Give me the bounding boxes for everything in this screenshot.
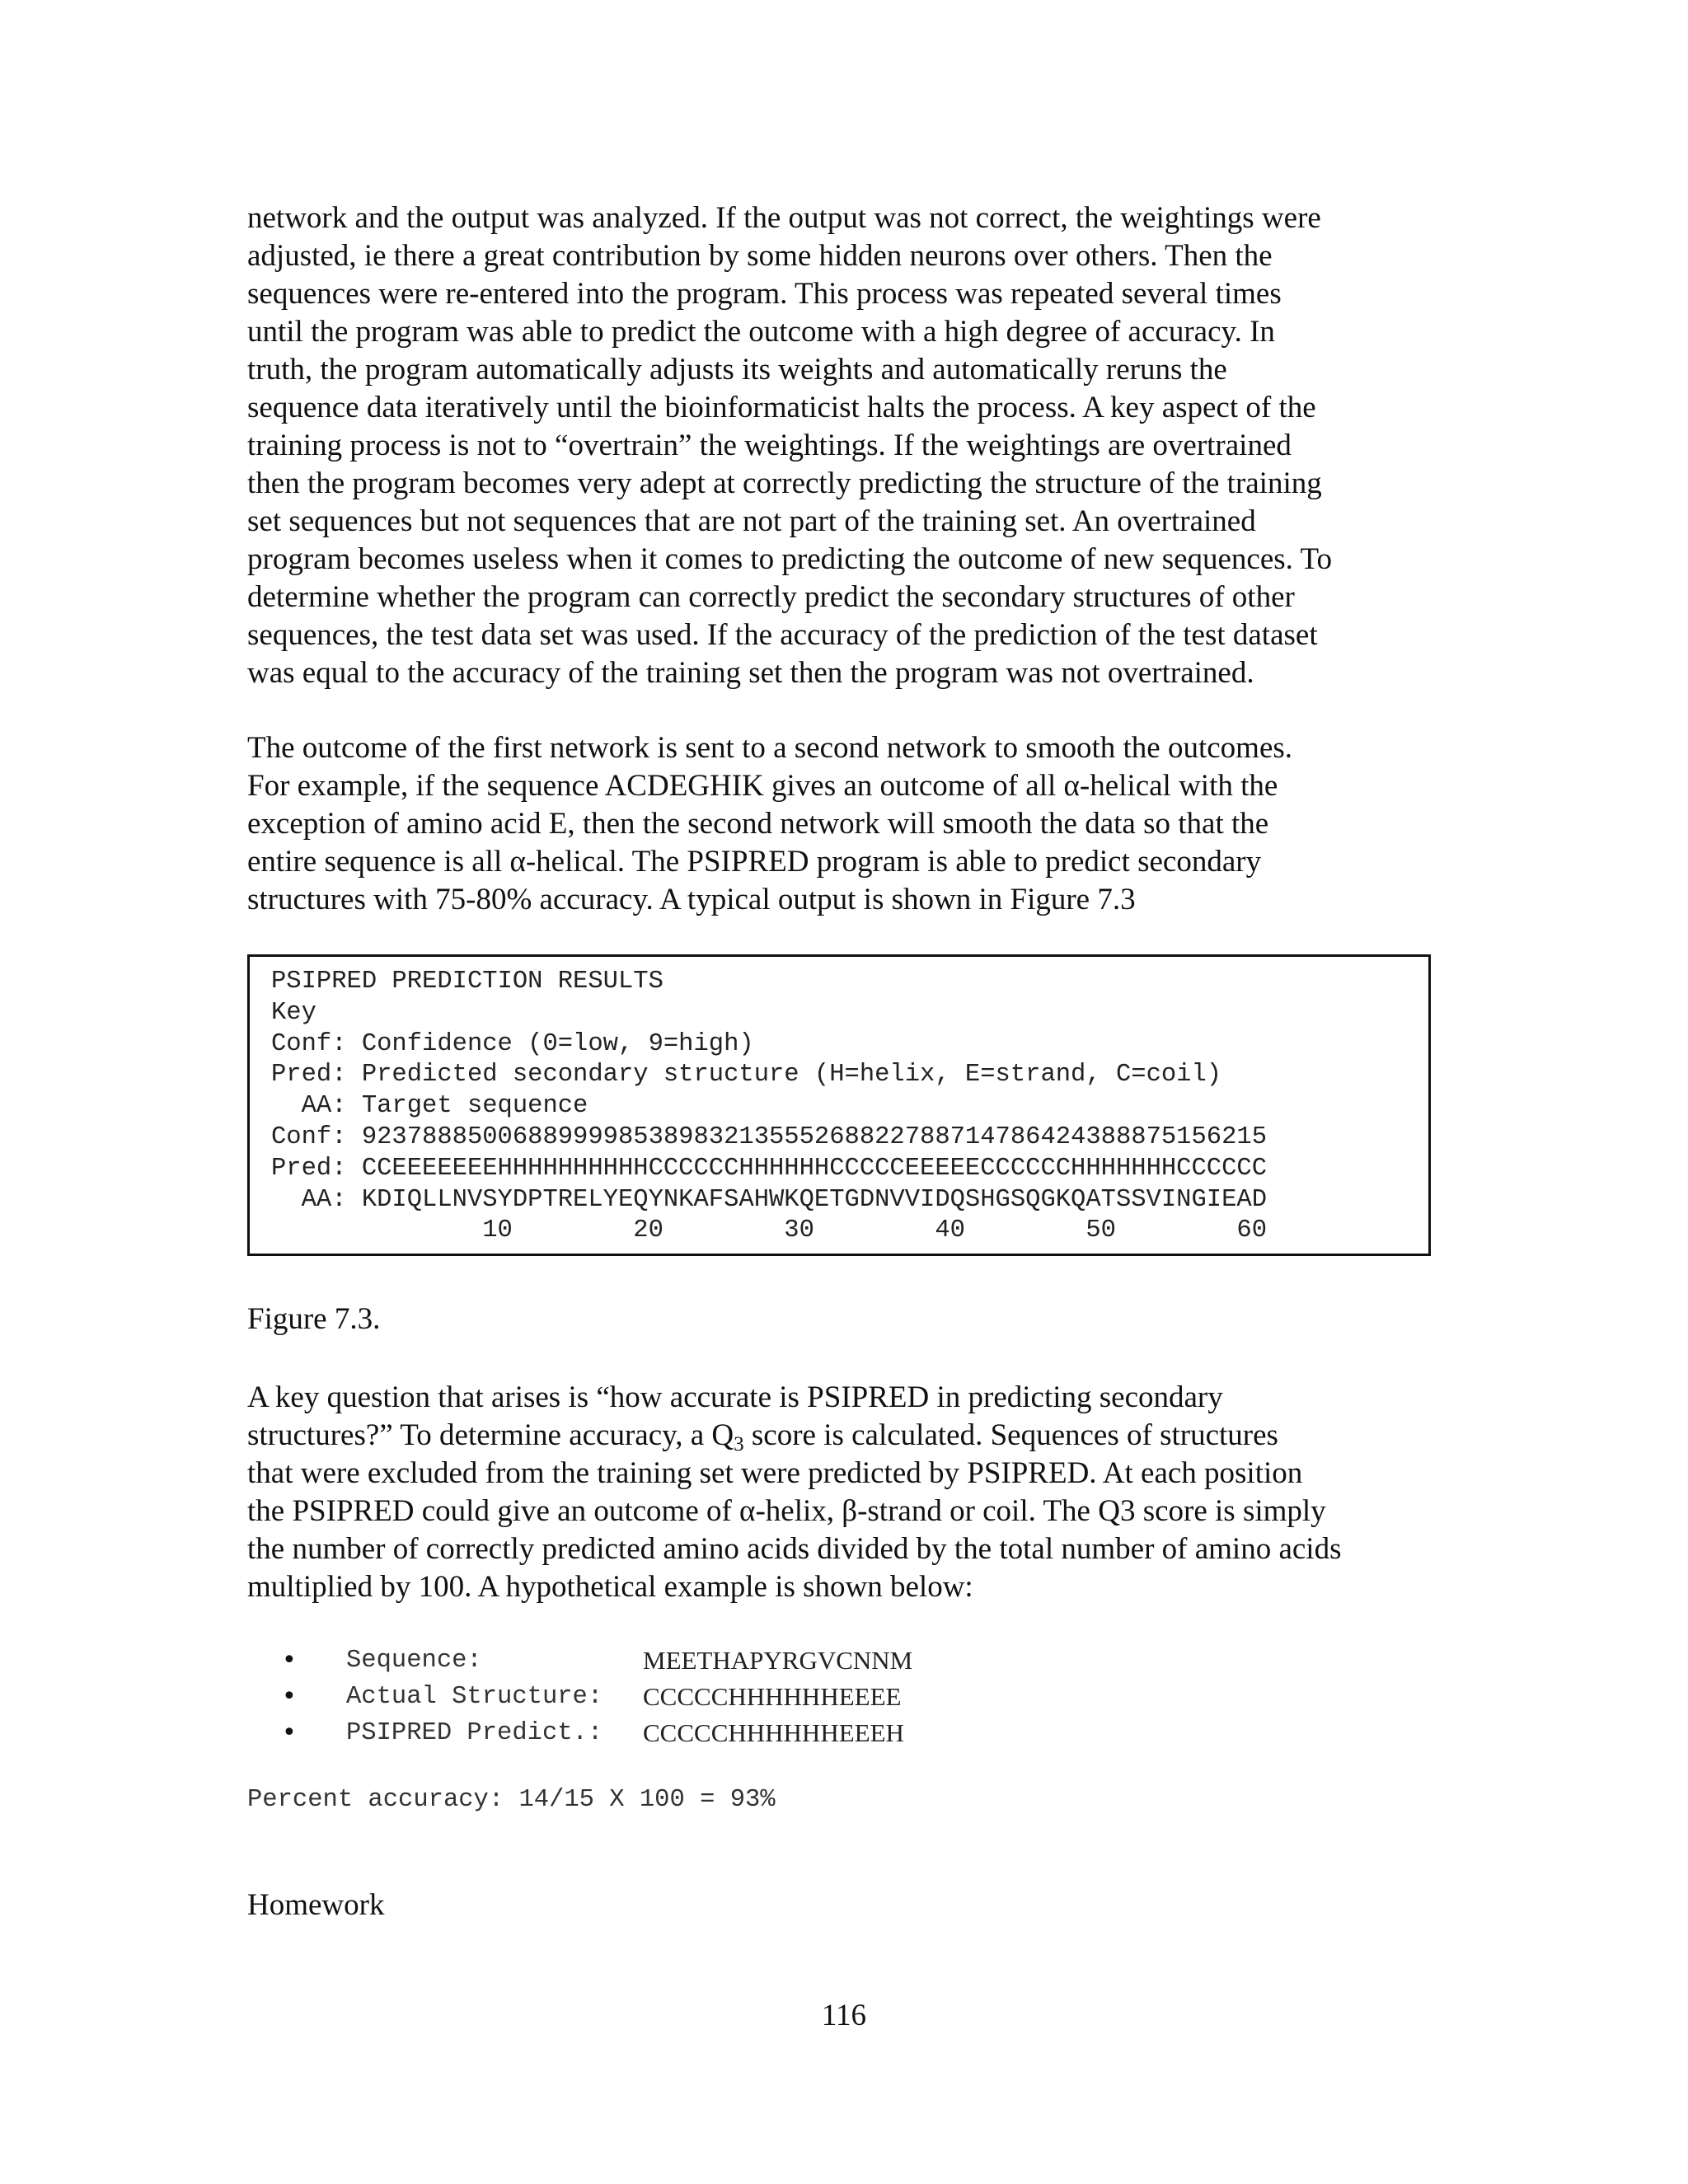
psipred-position-ruler: 10 20 30 40 50 60 — [271, 1216, 1267, 1245]
psipred-title: PSIPRED PREDICTION RESULTS — [271, 968, 663, 996]
text-fragment: score is calculated. Sequences of structures — [743, 1418, 1278, 1452]
bullet-icon: • — [282, 1682, 297, 1711]
psipred-key-label: Key — [271, 998, 316, 1027]
text-line: adjusted, ie there a great contribution by some hidden neurons over others. Then the — [247, 239, 1273, 273]
text-line: that were excluded from the training set were predicted by PSIPRED. At each position — [247, 1456, 1303, 1490]
text-line: training process is not to “overtrain” the weightings. If the weightings are overtrained — [247, 429, 1292, 462]
psipred-conf-row: Conf: 923788850068899998538983213555268822788714786424388875156215 — [271, 1122, 1267, 1151]
bullet-icon: • — [282, 1718, 297, 1747]
text-line: truth, the program automatically adjusts its weights and automatically reruns the — [247, 353, 1227, 387]
figure-caption: Figure 7.3. — [247, 1302, 381, 1336]
text-line: sequences, the test data set was used. If the accuracy of the prediction of the test dataset — [247, 618, 1318, 652]
text-line: set sequences but not sequences that are not part of the training set. An overtrained — [247, 504, 1256, 538]
example-label: PSIPRED Predict.: — [346, 1719, 603, 1747]
text-line: the number of correctly predicted amino acids divided by the total number of amino acids — [247, 1532, 1342, 1566]
text-line: was equal to the accuracy of the training set then the program was not overtrained. — [247, 656, 1254, 690]
example-label: Sequence: — [346, 1647, 482, 1675]
text-line: the PSIPRED could give an outcome of α-helix, β-strand or coil. The Q3 score is simply — [247, 1494, 1326, 1528]
text-line — [247, 1417, 1451, 1455]
text-line: structures with 75-80% accuracy. A typical output is shown in Figure 7.3 — [247, 883, 1136, 916]
text-line: A key question that arises is “how accurate is PSIPRED in predicting secondary — [247, 1380, 1223, 1414]
psipred-results-box — [247, 954, 1431, 1256]
text-line: program becomes useless when it comes to predicting the outcome of new sequences. To — [247, 542, 1333, 576]
paragraph-second-network — [247, 729, 1451, 919]
text-line: multiplied by 100. A hypothetical example is shown below: — [247, 1570, 973, 1604]
text-line: The outcome of the first network is sent to a second network to smooth the outcomes. — [247, 731, 1293, 765]
text-line: network and the output was analyzed. If the output was not correct, the weightings were — [247, 201, 1321, 235]
paragraph-q3-score — [247, 1379, 1451, 1606]
psipred-conf-key: Conf: Confidence (0=low, 9=high) — [271, 1029, 754, 1058]
psipred-aa-key: AA: Target sequence — [271, 1092, 588, 1121]
text-line: until the program was able to predict the outcome with a high degree of accuracy. In — [247, 315, 1275, 349]
psipred-pred-row: Pred: CCEEEEEEEHHHHHHHHHHCCCCCCHHHHHHCCCCCEEEEECCCCCCHHHHHHHCCCCCC — [271, 1154, 1267, 1183]
psipred-aa-row: AA: KDIQLLNVSYDPTRELYEQYNKAFSAHWKQETGDNVVIDQSHGSQGKQATSSVINGIEAD — [271, 1185, 1267, 1214]
example-value: CCCCCHHHHHHEEEH — [643, 1718, 904, 1747]
percent-accuracy: Percent accuracy: 14/15 X 100 = 93% — [247, 1786, 776, 1814]
text-line: then the program becomes very adept at correctly predicting the structure of the training — [247, 466, 1322, 500]
bullet-icon: • — [282, 1646, 297, 1675]
psipred-pred-key: Pred: Predicted secondary structure (H=helix, E=strand, C=coil) — [271, 1061, 1222, 1090]
text-line: sequence data iteratively until the bioinformaticist halts the process. A key aspect of the — [247, 391, 1316, 424]
text-line: exception of amino acid E, then the second network will smooth the data so that the — [247, 807, 1269, 841]
text-line: entire sequence is all α-helical. The PSIPRED program is able to predict secondary — [247, 845, 1262, 879]
q3-subscript: 3 — [734, 1433, 744, 1455]
paragraph-training-process — [247, 199, 1451, 692]
example-value: MEETHAPYRGVCNNM — [643, 1646, 913, 1675]
text-line: sequences were re-entered into the program. This process was repeated several times — [247, 277, 1282, 311]
example-label: Actual Structure: — [346, 1683, 603, 1711]
text-line: For example, if the sequence ACDEGHIK gives an outcome of all α-helical with the — [247, 769, 1278, 803]
text-line: determine whether the program can correctly predict the secondary structures of other — [247, 580, 1295, 614]
text-fragment: structures?” To determine accuracy, a Q — [247, 1418, 734, 1452]
example-value: CCCCCHHHHHHEEEE — [643, 1682, 902, 1711]
section-heading-homework: Homework — [247, 1888, 385, 1922]
page-number: 116 — [821, 1999, 867, 2032]
